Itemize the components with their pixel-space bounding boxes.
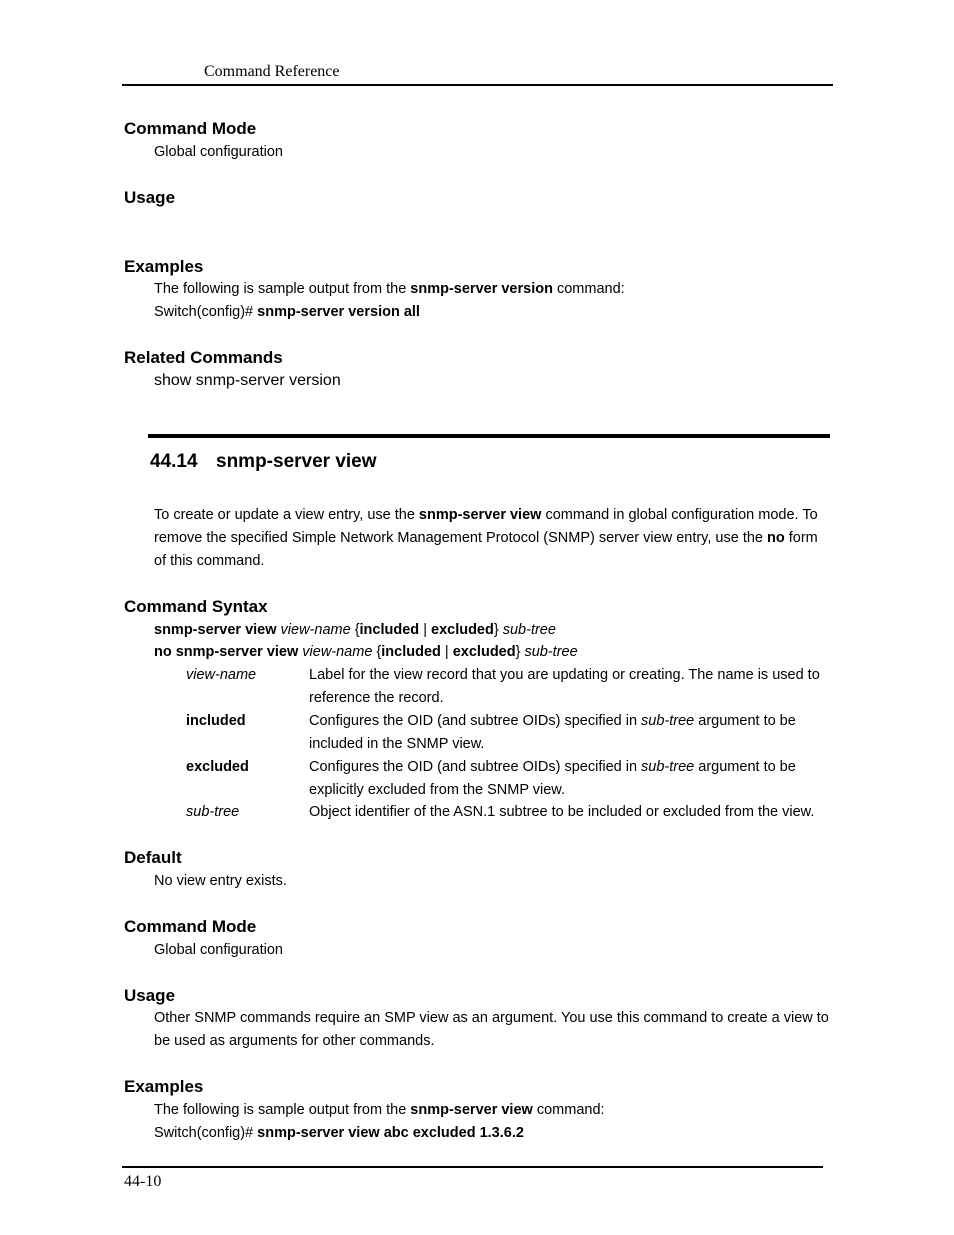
usage-text: Other SNMP commands require an SMP view as an argument. You use this command to create a view to be used as arguments for other commands. [154,1010,829,1049]
default-heading: Default [124,848,182,867]
examples-cli-prev: Switch(config)# snmp-server version all [154,304,420,320]
param-desc: Object identifier of the ASN.1 subtree to be included or excluded from the view. [309,804,815,820]
command-syntax-heading: Command Syntax [124,597,268,616]
related-command-link: show snmp-server version [154,372,341,389]
related-commands-heading: Related Commands [124,348,283,367]
examples-heading: Examples [124,1077,204,1096]
examples-heading-prev: Examples [124,257,204,276]
syntax-line-2: no snmp-server view view-name {included | excluded} sub-tree [154,644,578,660]
section-intro: To create or update a view entry, use the snmp-server view command in global configuration mode. To remove the specified Simple Network Management Protocol (SNMP) server view entry, use the no form of this command. [154,507,818,569]
footer-rule [122,1166,823,1168]
section-title: 44.14 snmp-server view [150,451,377,472]
command-mode-heading-prev: Command Mode [124,119,257,138]
param-desc: Label for the view record that you are updating or creating. The name is used to reference the record. [309,667,820,706]
default-text: No view entry exists. [154,873,287,889]
param-desc: Configures the OID (and subtree OIDs) specified in sub-tree argument to be explicitly excluded from the SNMP view. [309,759,796,798]
examples-cli: Switch(config)# snmp-server view abc excluded 1.3.6.2 [154,1125,524,1141]
running-header: Command Reference [204,63,340,80]
examples-line-prev: The following is sample output from the snmp-server version command: [154,281,625,297]
syntax-line-1: snmp-server view view-name {included | excluded} sub-tree [154,622,556,638]
param-term: included [186,713,246,729]
param-desc: Configures the OID (and subtree OIDs) specified in sub-tree argument to be included in the SNMP view. [309,713,796,752]
command-mode-text-prev: Global configuration [154,144,283,160]
param-term: sub-tree [186,804,240,820]
param-term: view-name [186,667,257,683]
command-mode-text: Global configuration [154,942,283,958]
usage-heading-prev: Usage [124,188,176,207]
usage-heading: Usage [124,986,176,1005]
examples-line: The following is sample output from the snmp-server view command: [154,1102,605,1118]
page-number: 44-10 [124,1173,162,1190]
header-rule [122,84,833,86]
param-term: excluded [186,759,249,775]
section-rule [148,434,830,438]
command-mode-heading: Command Mode [124,917,257,936]
